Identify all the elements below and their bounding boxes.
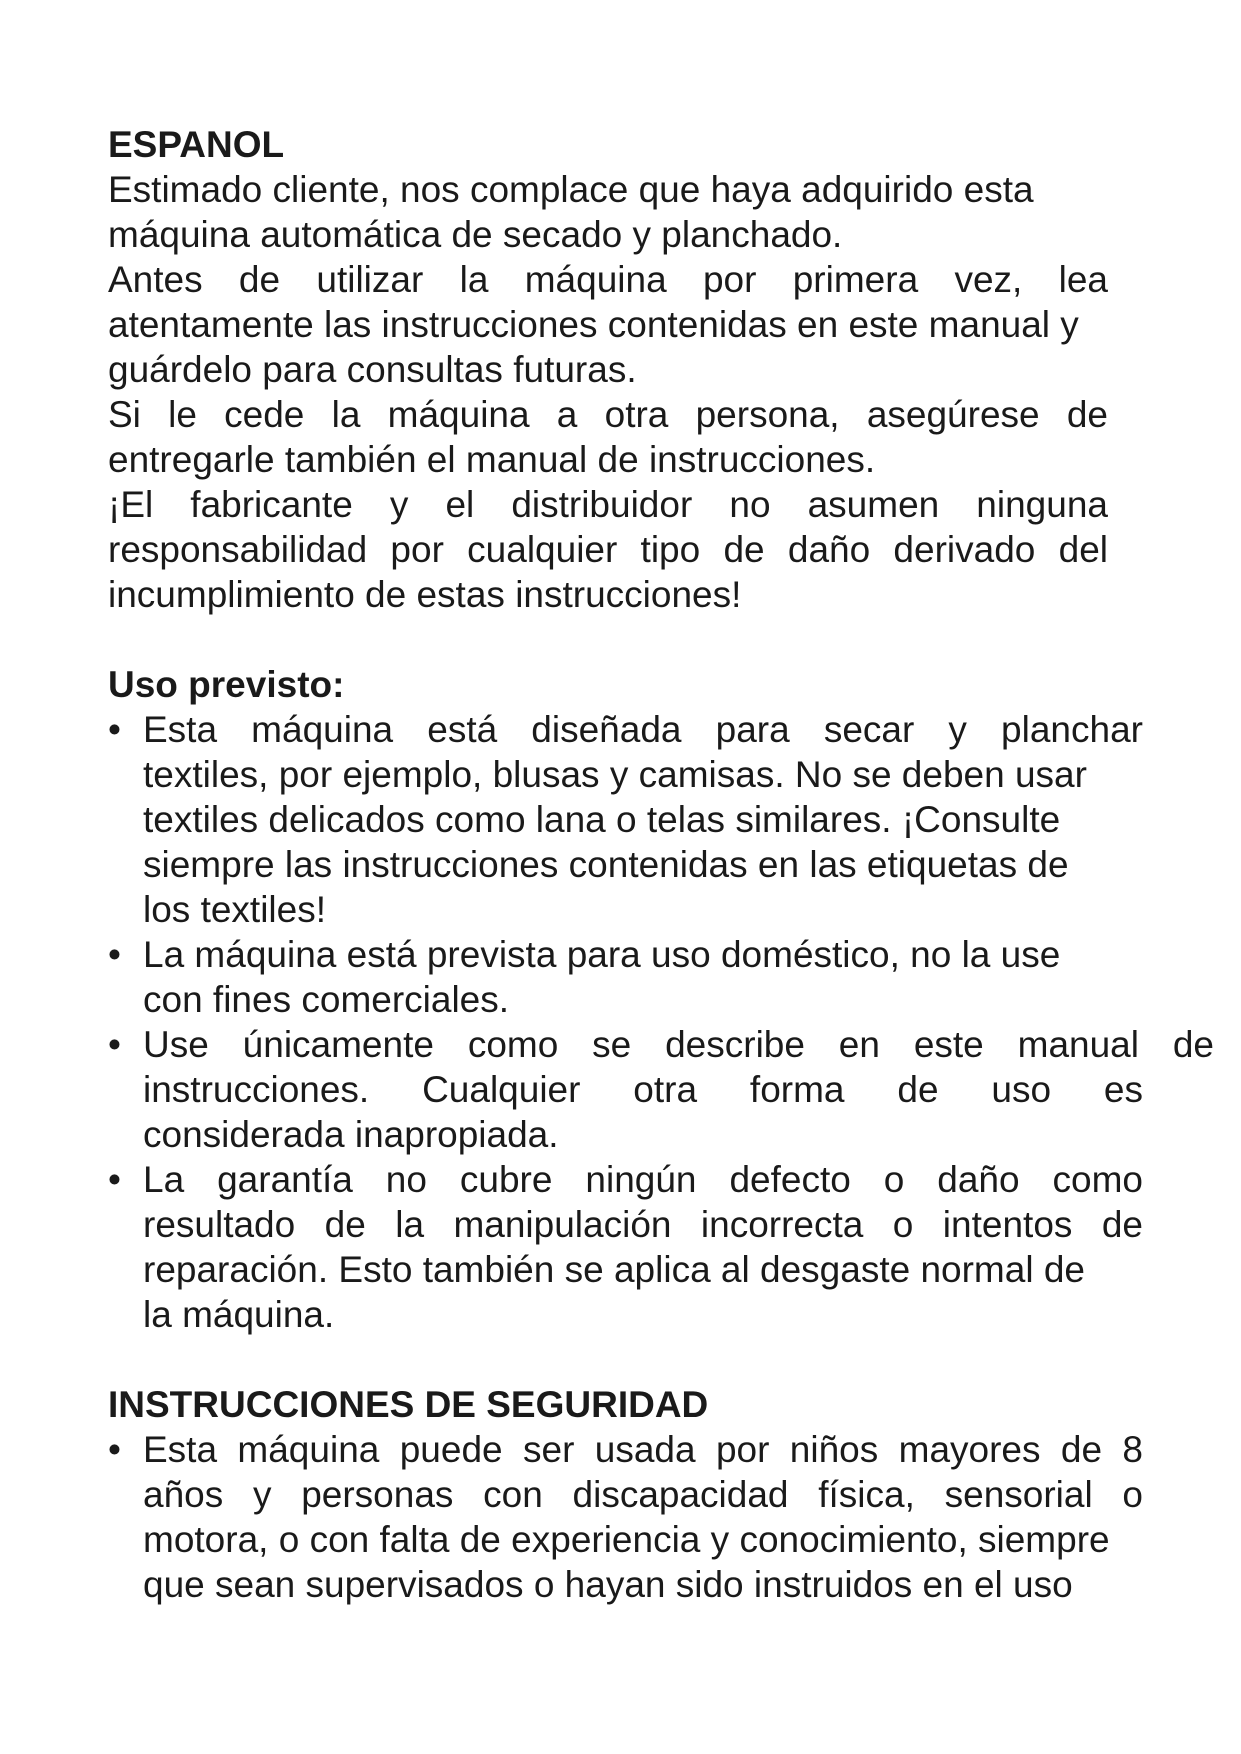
- bullet-icon: •: [108, 1429, 121, 1470]
- list-item-line: • Esta máquina está diseñada para secar y planchar: [108, 709, 1143, 750]
- list-item: [108, 707, 1178, 932]
- list-item-line: textiles, por ejemplo, blusas y camisas. No se deben usar: [143, 754, 1087, 795]
- list-item: [108, 932, 1178, 1022]
- list-item: [108, 1427, 1178, 1607]
- list-item-line: la máquina.: [143, 1294, 335, 1335]
- intro-line: incumplimiento de estas instrucciones!: [108, 574, 742, 615]
- list-item-line: textiles delicados como lana o telas similares. ¡Consulte: [143, 799, 1061, 840]
- list-item-line: • Esta máquina puede ser usada por niños mayores de 8: [108, 1429, 1143, 1470]
- list-item: [108, 1022, 1214, 1157]
- bullet-icon: •: [108, 1159, 121, 1200]
- intro-line: Antes de utilizar la máquina por primera vez, lea: [108, 259, 1108, 300]
- intro-line: atentamente las instrucciones contenidas en este manual y: [108, 304, 1079, 345]
- list-item-line: años y personas con discapacidad física, sensorial o: [143, 1474, 1143, 1515]
- bullet-icon: •: [108, 1024, 121, 1065]
- language-heading: ESPANOL: [108, 124, 285, 165]
- intro-line: máquina automática de secado y planchado.: [108, 214, 843, 255]
- list-item-line: motora, o con falta de experiencia y conocimiento, siempre: [143, 1519, 1110, 1560]
- list-item-line: siempre las instrucciones contenidas en las etiquetas de: [143, 844, 1069, 885]
- intro-line: ¡El fabricante y el distribuidor no asumen ninguna: [108, 484, 1108, 525]
- safety-list: [108, 1427, 1178, 1607]
- list-item-line: • La garantía no cubre ningún defecto o daño como: [108, 1159, 1143, 1200]
- document-page: [108, 122, 1214, 1607]
- intro-paragraph: [108, 167, 1178, 617]
- list-item-line: los textiles!: [143, 889, 327, 930]
- list-item-line: • La máquina está prevista para uso doméstico, no la use: [108, 934, 1061, 975]
- list-item-line: con fines comerciales.: [143, 979, 510, 1020]
- list-item-line: que sean supervisados o hayan sido instruidos en el uso: [143, 1564, 1073, 1605]
- intended-use-heading: Uso previsto:: [108, 664, 345, 705]
- intro-line: entregarle también el manual de instrucciones.: [108, 439, 876, 480]
- list-item: [108, 1157, 1178, 1337]
- list-item-line: resultado de la manipulación incorrecta o intentos de: [143, 1204, 1143, 1245]
- list-item-line: • Use únicamente como se describe en este manual de: [108, 1024, 1214, 1065]
- bullet-icon: •: [108, 934, 121, 975]
- intended-use-list: [108, 707, 1214, 1337]
- intro-line: Estimado cliente, nos complace que haya adquirido esta: [108, 169, 1034, 210]
- list-item-line: considerada inapropiada.: [143, 1114, 559, 1155]
- intro-line: guárdelo para consultas futuras.: [108, 349, 637, 390]
- list-item-line: instrucciones. Cualquier otra forma de uso es: [143, 1069, 1143, 1110]
- intro-line: responsabilidad por cualquier tipo de daño derivado del: [108, 529, 1108, 570]
- intro-line: Si le cede la máquina a otra persona, asegúrese de: [108, 394, 1108, 435]
- bullet-icon: •: [108, 709, 121, 750]
- list-item-line: reparación. Esto también se aplica al desgaste normal de: [143, 1249, 1085, 1290]
- safety-heading: INSTRUCCIONES DE SEGURIDAD: [108, 1384, 709, 1425]
